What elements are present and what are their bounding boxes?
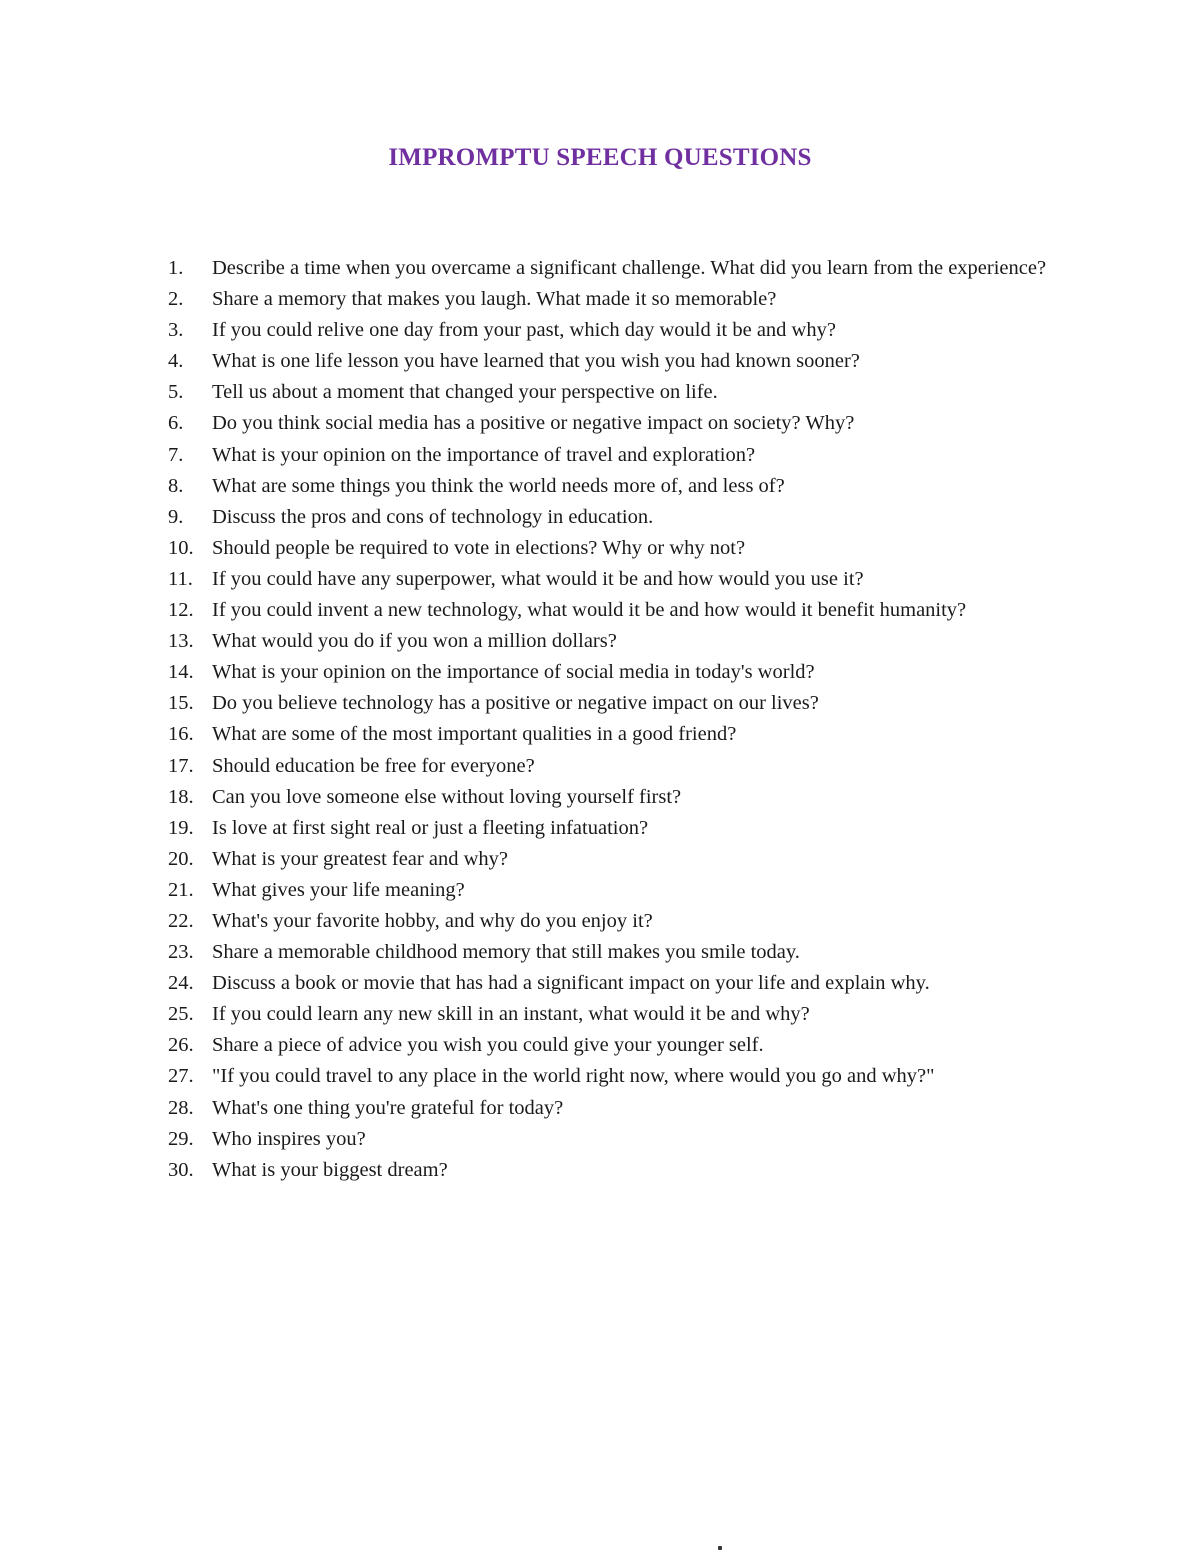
list-item: [168, 937, 1068, 968]
question-text: What are some things you think the world needs more of, and less of?: [212, 474, 785, 497]
question-text: Do you think social media has a positive or negative impact on society? Why?: [212, 412, 855, 435]
list-item: [168, 657, 1068, 688]
question-text: If you could learn any new skill in an instant, what would it be and why?: [212, 1003, 810, 1026]
list-item: [168, 471, 1068, 502]
question-text: What is your greatest fear and why?: [212, 847, 508, 870]
question-text: What gives your life meaning?: [212, 878, 465, 901]
list-item: [168, 1155, 1068, 1186]
question-number: 29.: [168, 1127, 194, 1150]
question-number: 24.: [168, 972, 194, 995]
question-text: If you could invent a new technology, what would it be and how would it benefit humanity?: [212, 599, 967, 622]
question-number: 23.: [168, 941, 194, 964]
question-text: What is your opinion on the importance of travel and exploration?: [212, 443, 756, 466]
list-item: [168, 751, 1068, 782]
question-text: Is love at first sight real or just a fleeting infatuation?: [212, 816, 649, 839]
list-item: [168, 440, 1068, 471]
document-title: IMPROMPTU SPEECH QUESTIONS: [388, 144, 812, 171]
question-text: Do you believe technology has a positive or negative impact on our lives?: [212, 692, 819, 715]
question-text: Should education be free for everyone?: [212, 754, 535, 777]
list-item: [168, 377, 1068, 408]
question-text: Can you love someone else without loving yourself first?: [212, 785, 682, 808]
question-text: Discuss the pros and cons of technology in education.: [212, 505, 654, 528]
question-text: If you could relive one day from your past, which day would it be and why?: [212, 319, 836, 342]
question-number: 5.: [168, 381, 184, 404]
question-text: If you could have any superpower, what would it be and how would you use it?: [212, 567, 864, 590]
question-text: Discuss a book or movie that has had a significant impact on your life and explain why.: [212, 972, 930, 995]
question-number: 1.: [168, 257, 184, 279]
question-number: 2.: [168, 288, 184, 311]
question-text: What's one thing you're grateful for today?: [212, 1096, 564, 1119]
list-item: [168, 844, 1068, 875]
list-item: [168, 1061, 1068, 1092]
question-text: What is your biggest dream?: [212, 1158, 448, 1181]
question-text: Share a memory that makes you laugh. What made it so memorable?: [212, 288, 777, 311]
question-number: 3.: [168, 319, 184, 342]
question-number: 12.: [168, 599, 194, 622]
question-number: 18.: [168, 785, 194, 808]
question-number: 25.: [168, 1003, 194, 1026]
list-item: [168, 408, 1068, 439]
list-item: [168, 502, 1068, 533]
question-number: 20.: [168, 847, 194, 870]
question-number: 6.: [168, 412, 184, 435]
list-item: [168, 968, 1068, 999]
list-item: [168, 782, 1068, 813]
question-text: Tell us about a moment that changed your perspective on life.: [212, 381, 718, 404]
question-number: 28.: [168, 1096, 194, 1119]
list-item: [168, 906, 1068, 937]
question-number: 7.: [168, 443, 184, 466]
question-number: 16.: [168, 723, 194, 746]
list-item: [168, 875, 1068, 906]
question-number: 17.: [168, 754, 194, 777]
list-item: [168, 1124, 1068, 1155]
question-text: What are some of the most important qualities in a good friend?: [212, 723, 737, 746]
question-number: 10.: [168, 536, 194, 559]
list-item: [168, 533, 1068, 564]
list-item: [168, 564, 1068, 595]
list-item: [168, 626, 1068, 657]
list-item: [168, 813, 1068, 844]
question-number: 13.: [168, 630, 194, 653]
question-text: "If you could travel to any place in the world right now, where would you go and why?": [212, 1065, 935, 1088]
question-number: 27.: [168, 1065, 194, 1088]
question-text: Who inspires you?: [212, 1127, 366, 1150]
list-item: [168, 595, 1068, 626]
question-number: 9.: [168, 505, 184, 528]
list-item: [168, 315, 1068, 346]
list-item: [168, 688, 1068, 719]
question-number: 21.: [168, 878, 194, 901]
question-number: 19.: [168, 816, 194, 839]
question-number: 30.: [168, 1158, 194, 1181]
question-number: 15.: [168, 692, 194, 715]
list-item: [168, 1093, 1068, 1124]
question-number: 26.: [168, 1034, 194, 1057]
list-item: [168, 999, 1068, 1030]
question-number: 4.: [168, 350, 184, 373]
question-text: What's your favorite hobby, and why do you enjoy it?: [212, 909, 653, 932]
list-item: [168, 253, 1068, 284]
list-item: [168, 284, 1068, 315]
list-item: [168, 719, 1068, 750]
list-item: [168, 1030, 1068, 1061]
question-text: What is one life lesson you have learned that you wish you had known sooner?: [212, 350, 860, 373]
question-text: Share a memorable childhood memory that still makes you smile today.: [212, 941, 800, 964]
footer-dot: [718, 1546, 722, 1550]
question-number: 11.: [168, 567, 193, 590]
list-item: [168, 346, 1068, 377]
question-list: [168, 253, 1068, 1186]
question-text: What is your opinion on the importance of social media in today's world?: [212, 661, 815, 684]
question-text: Should people be required to vote in elections? Why or why not?: [212, 536, 746, 559]
question-text: What would you do if you won a million dollars?: [212, 630, 617, 653]
question-text: Share a piece of advice you wish you could give your younger self.: [212, 1034, 764, 1057]
question-text: Describe a time when you overcame a significant challenge. What did you learn from the experience?: [212, 257, 1047, 279]
question-number: 22.: [168, 909, 194, 932]
question-number: 14.: [168, 661, 194, 684]
question-number: 8.: [168, 474, 184, 497]
